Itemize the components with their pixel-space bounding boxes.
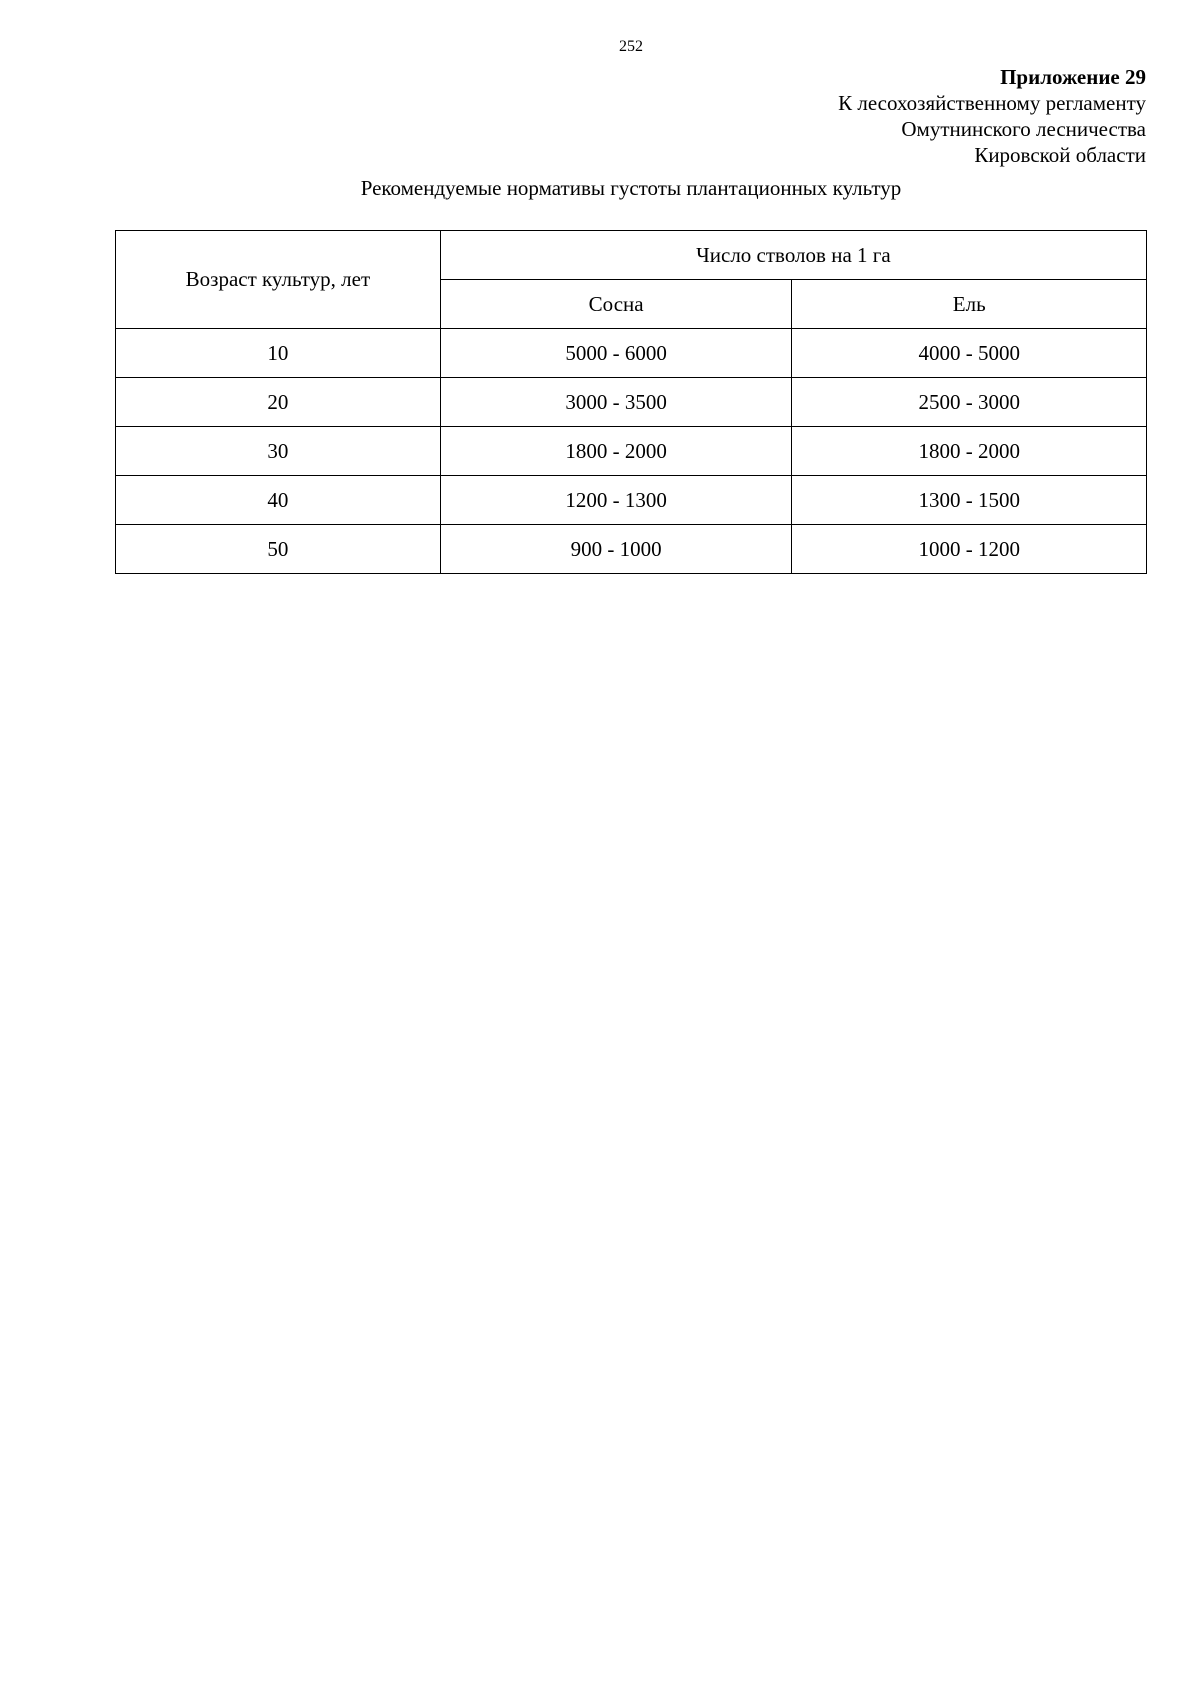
appendix-title: Приложение 29 [1000, 65, 1146, 89]
appendix-header [838, 64, 1146, 168]
page-number: 252 [619, 38, 643, 55]
spruce-cell: 1300 - 1500 [792, 476, 1147, 525]
spruce-cell: 1800 - 2000 [792, 427, 1147, 476]
pine-cell: 3000 - 3500 [440, 378, 792, 427]
table-title: Рекомендуемые нормативы густоты плантационных культур [360, 176, 902, 200]
table-row [116, 427, 1147, 476]
table-row [116, 476, 1147, 525]
table-row [116, 378, 1147, 427]
pine-column-header: Сосна [440, 280, 792, 329]
appendix-subtitle-line-2: Омутнинского лесничества [901, 117, 1146, 141]
pine-cell: 1800 - 2000 [440, 427, 792, 476]
table-row [116, 329, 1147, 378]
appendix-subtitle-line-3: Кировской области [974, 143, 1146, 167]
pine-cell: 5000 - 6000 [440, 329, 792, 378]
age-cell: 40 [116, 476, 441, 525]
age-cell: 10 [116, 329, 441, 378]
age-cell: 30 [116, 427, 441, 476]
pine-cell: 900 - 1000 [440, 525, 792, 574]
spruce-cell: 4000 - 5000 [792, 329, 1147, 378]
age-cell: 50 [116, 525, 441, 574]
pine-cell: 1200 - 1300 [440, 476, 792, 525]
stem-count-header: Число стволов на 1 га [440, 231, 1146, 280]
spruce-column-header: Ель [792, 280, 1147, 329]
spruce-cell: 2500 - 3000 [792, 378, 1147, 427]
density-norms-table [115, 230, 1147, 574]
table-row [116, 525, 1147, 574]
age-column-header: Возраст культур, лет [116, 231, 441, 329]
table-header-row [116, 231, 1147, 280]
appendix-subtitle-line-1: К лесохозяйственному регламенту [838, 91, 1146, 115]
age-cell: 20 [116, 378, 441, 427]
spruce-cell: 1000 - 1200 [792, 525, 1147, 574]
